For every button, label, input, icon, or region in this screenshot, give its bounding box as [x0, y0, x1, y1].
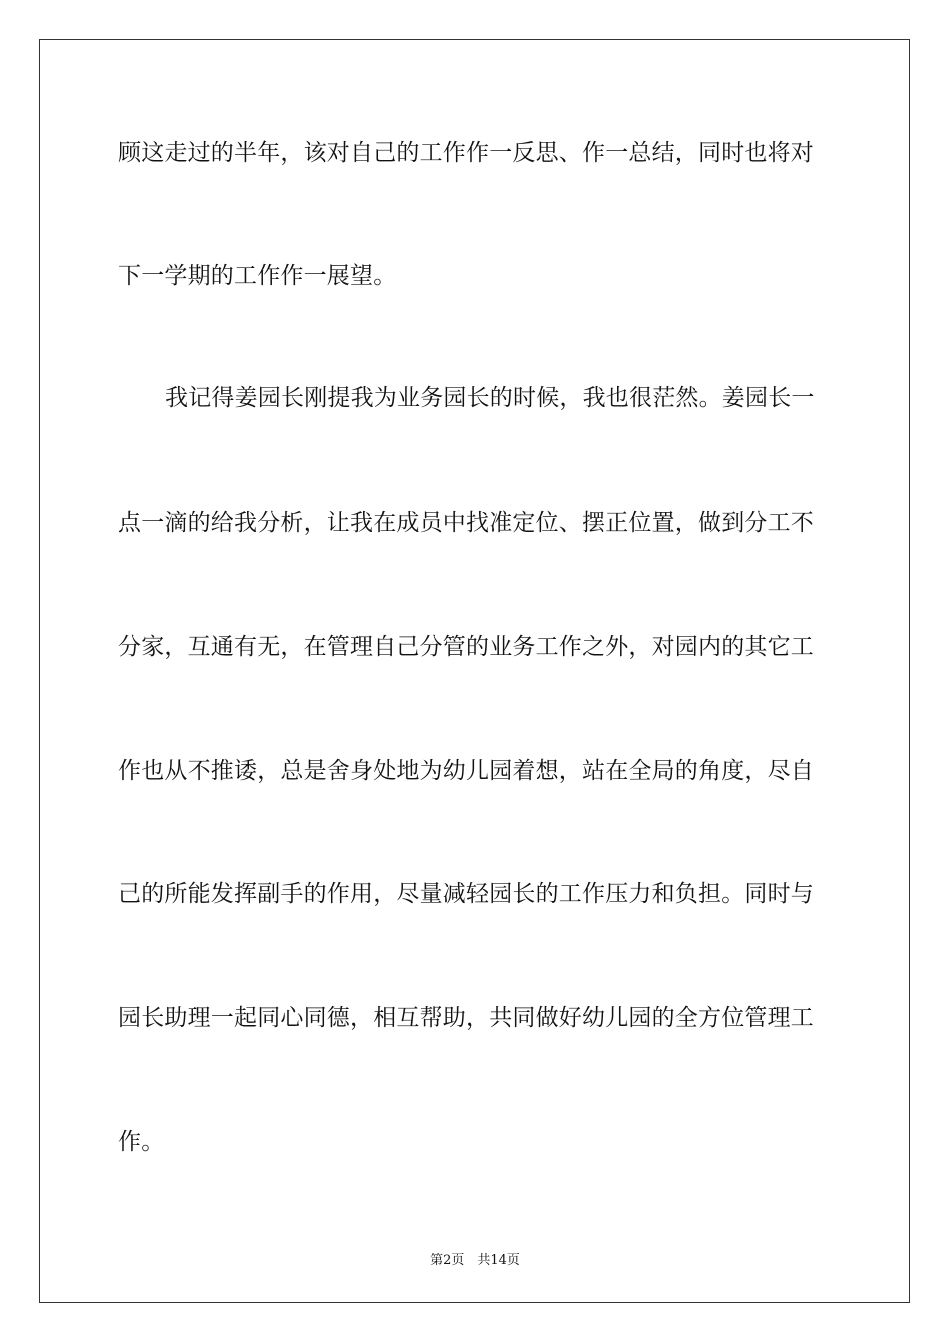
page-number: 第2页 共14页: [430, 1253, 520, 1268]
paragraph-line-5: 分家，互通有无，在管理自己分管的业务工作之外，对园内的其它工: [118, 634, 814, 660]
paragraph-line-1: 顾这走过的半年，该对自己的工作作一反思、作一总结，同时也将对: [118, 140, 814, 166]
paragraph-line-8: 园长助理一起同心同德，相互帮助，共同做好幼儿园的全方位管理工: [118, 1005, 814, 1031]
page-frame: [39, 39, 910, 1303]
paragraph-line-6: 作也从不推诿，总是舍身处地为幼儿园着想，站在全局的角度，尽自: [118, 758, 814, 784]
paragraph-line-2: 下一学期的工作作一展望。: [118, 263, 397, 289]
paragraph-line-4: 点一滴的给我分析，让我在成员中找准定位、摆正位置，做到分工不: [118, 510, 814, 536]
paragraph-line-3: 我记得姜园长刚提我为业务园长的时候，我也很茫然。姜园长一: [165, 385, 815, 411]
paragraph-line-9: 作。: [118, 1129, 165, 1155]
paragraph-line-7: 己的所能发挥副手的作用，尽量减轻园长的工作压力和负担。同时与: [118, 881, 814, 907]
